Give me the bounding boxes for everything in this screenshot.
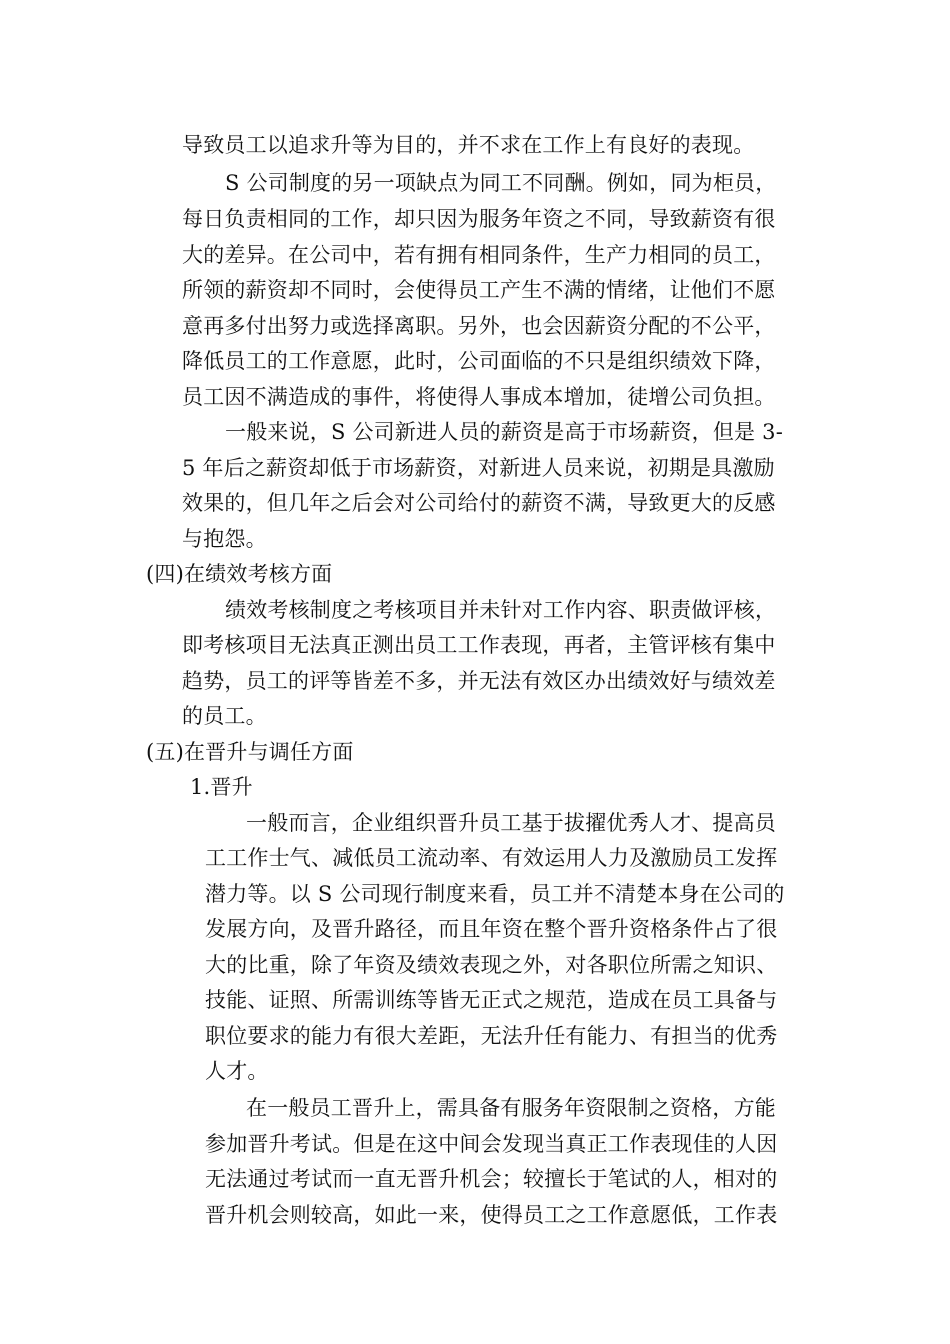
paragraph-line: 所领的薪资却不同时，会使得员工产生不满的情绪，让他们不愿 <box>182 278 776 302</box>
paragraph-line: 发展方向，及晋升路径，而且年资在整个晋升资格条件占了很 <box>205 917 778 941</box>
paragraph-line: 一般来说，S 公司新进人员的薪资是高于市场薪资，但是 3- <box>225 420 783 444</box>
paragraph-line: 效果的，但几年之后会对公司给付的薪资不满，导致更大的反感 <box>182 491 776 515</box>
paragraph-line: 职位要求的能力有很大差距，无法升任有能力、有担当的优秀 <box>205 1024 778 1048</box>
paragraph-line: 大的比重，除了年资及绩效表现之外，对各职位所需之知识、 <box>205 953 778 977</box>
paragraph-line: 趋势，员工的评等皆差不多，并无法有效区办出绩效好与绩效差 <box>182 669 776 693</box>
paragraph-line: 导致员工以追求升等为目的，并不求在工作上有良好的表现。 <box>182 133 755 157</box>
paragraph-line: 一般而言，企业组织晋升员工基于拔擢优秀人才、提高员 <box>246 811 776 835</box>
paragraph-line: 意再多付出努力或选择离职。另外，也会因薪资分配的不公平， <box>182 314 776 338</box>
paragraph-line: 每日负责相同的工作，却只因为服务年资之不同，导致薪资有很 <box>182 207 776 231</box>
paragraph-line: 潜力等。以 S 公司现行制度来看，员工并不清楚本身在公司的 <box>205 882 785 906</box>
section-heading: (四)在绩效考核方面 <box>146 562 333 586</box>
paragraph-line: 降低员工的工作意愿，此时，公司面临的不只是组织绩效下降， <box>182 349 776 373</box>
paragraph-line: 晋升机会则较高，如此一来，使得员工之工作意愿低，工作表 <box>205 1203 778 1227</box>
paragraph-line: 工工作士气、减低员工流动率、有效运用人力及激励员工发挥 <box>205 846 778 870</box>
paragraph-line: 即考核项目无法真正测出员工工作表现，再者，主管评核有集中 <box>182 633 776 657</box>
paragraph-line: 5 年后之薪资却低于市场薪资，对新进人员来说，初期是具激励 <box>182 456 775 480</box>
paragraph-line: 绩效考核制度之考核项目并未针对工作内容、职责做评核， <box>225 598 777 622</box>
paragraph-line: 员工因不满造成的事件，将使得人事成本增加，徒增公司负担。 <box>182 385 776 409</box>
paragraph-line: 大的差异。在公司中，若有拥有相同条件，生产力相同的员工， <box>182 243 776 267</box>
paragraph-line: S 公司制度的另一项缺点为同工不同酬。例如，同为柜员， <box>225 171 777 195</box>
paragraph-line: 人才。 <box>205 1059 269 1083</box>
section-heading: (五)在晋升与调任方面 <box>146 740 354 764</box>
paragraph-line: 在一般员工晋升上，需具备有服务年资限制之资格，方能 <box>246 1096 776 1120</box>
paragraph-line: 无法通过考试而一直无晋升机会；较擅长于笔试的人，相对的 <box>205 1167 778 1191</box>
paragraph-line: 与抱怨。 <box>182 527 267 551</box>
paragraph-line: 参加晋升考试。但是在这中间会发现当真正工作表现佳的人因 <box>205 1132 778 1156</box>
paragraph-line: 技能、证照、所需训练等皆无正式之规范，造成在员工具备与 <box>205 988 778 1012</box>
subsection-heading: 1.晋升 <box>190 775 253 799</box>
paragraph-line: 的员工。 <box>182 704 267 728</box>
